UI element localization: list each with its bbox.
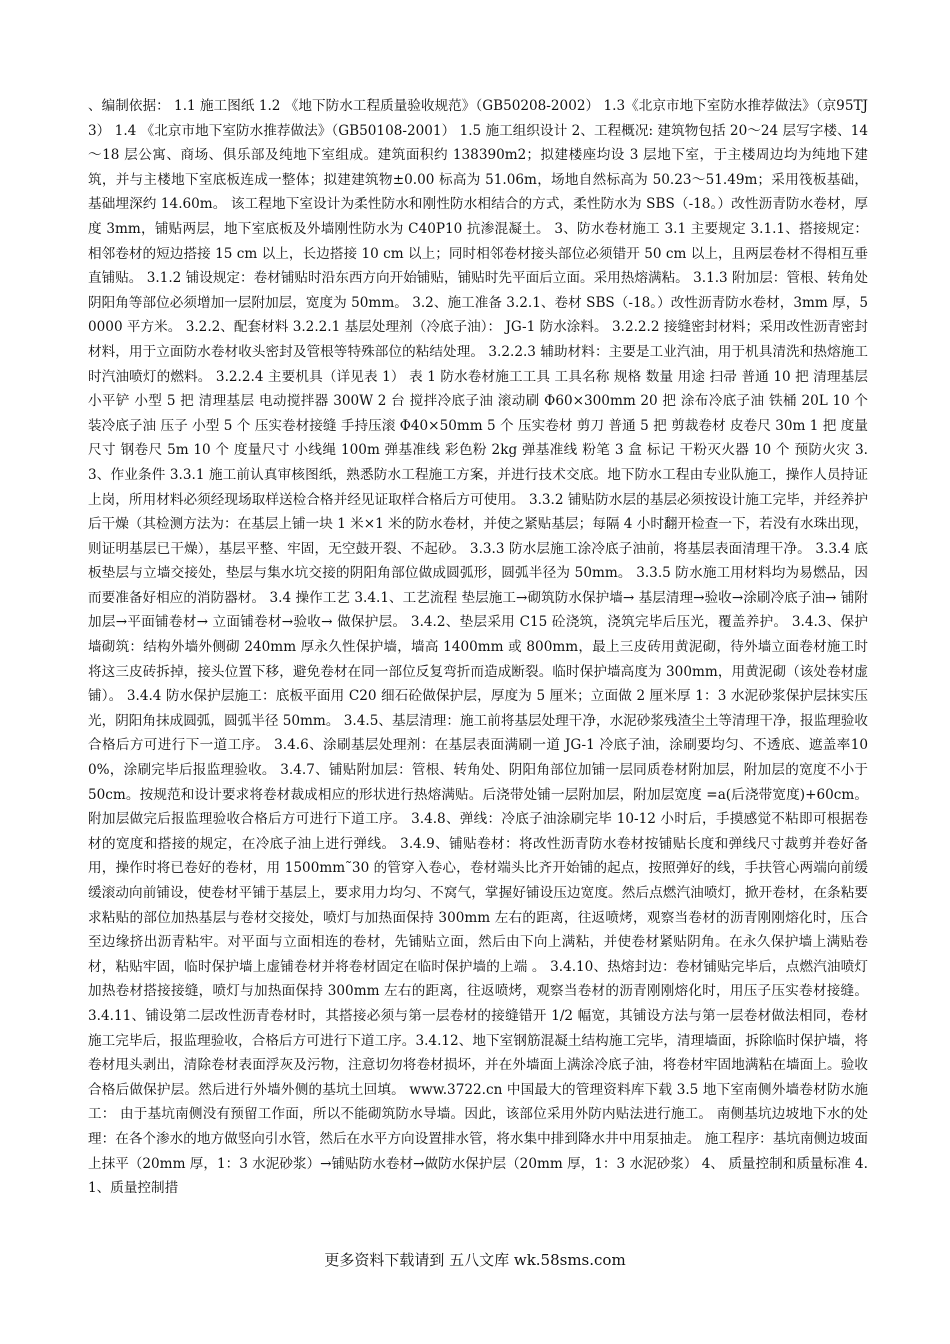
page-footer: 更多资料下载请到 五八文库 wk.58sms.com bbox=[324, 1251, 626, 1269]
document-page bbox=[88, 94, 868, 1201]
body-paragraph: 、编制依据： 1.1 施工图纸 1.2 《地下防水工程质量验收规范》（GB50208-2002） 1.3《北京市地下室防水推荐做法》（京95TJ3） 1.4 《北京市地下室防水推荐做法》（GB50108-2001） 1.5 施工组织设计 2、工程概况: 建筑物包括 20～24 层写字楼、14～18 层公寓、商场、俱乐部及纯地下室组成。建筑面积约 138390m2；拟建楼座均设 3 层地下室，于主楼周边均为纯地下建筑，并与主楼地下室底板连成一整体；拟建建筑物±0.00 标高为 51.06m，场地自然标高为 50.23～51.49m；采用筏板基础，基础埋深约 14.60m。 该工程地下室设计为柔性防水和刚性防水相结合的方式，柔性防水为 SBS（-18。）改性沥青防水卷材，厚度 3mm，铺贴两层，地下室底板及外墙刚性防水为 C40P10 抗渗混凝土。 3、防水卷材施工 3.1 主要规定 3.1.1、搭接规定：相邻卷材的短边搭接 15 cm 以上，长边搭接 10 cm 以上；同时相邻卷材接头部位必须错开 50 cm 以上，且两层卷材不得相互垂直铺贴。 3.1.2 铺设规定：卷材铺贴时沿东西方向开始铺贴，铺贴时先平面后立面。采用热熔满粘。 3.1.3 附加层：管根、转角处阴阳角等部位必须增加一层附加层，宽度为 50mm。 3.2、施工准备 3.2.1、卷材 SBS（-18。）改性沥青防水卷材，3mm 厚，50000 平方米。 3.2.2、配套材料 3.2.2.1 基层处理剂（冷底子油）： JG-1 防水涂料。 3.2.2.2 接缝密封材料；采用改性沥青密封材料，用于立面防水卷材收头密封及管根等特殊部位的粘结处理。 3.2.2.3 辅助材料：主要是工业汽油，用于机具清洗和热熔施工时汽油喷灯的燃料。 3.2.2.4 主要机具（详见表 1） 表 1 防水卷材施工工具 工具名称 规格 数量 用途 扫帚 普通 10 把 清理基层 小平铲 小型 5 把 清理基层 电动搅拌器 300W 2 台 搅拌冷底子油 滚动刷 Φ60×300mm 20 把 涂布冷底子油 铁桶 20L 10 个 装冷底子油 压子 小型 5 个 压实卷材接缝 手持压滚 Φ40×50mm 5 个 压实卷材 剪刀 普通 5 把 剪裁卷材 皮卷尺 30m 1 把 度量尺寸 钢卷尺 5m 10 个 度量尺寸 小线绳 100m 弹基准线 彩色粉 2kg 弹基准线 粉笔 3 盒 标记 干粉灭火器 10 个 预防火灾 3.3、作业条件 3.3.1 施工前认真审核图纸，熟悉防水工程施工方案，并进行技术交底。地下防水工程由专业队施工，操作人员持证上岗，所用材料必须经现场取样送检合格并经见证取样合格后方可使用。 3.3.2 铺贴防水层的基层必须按设计施工完毕，并经养护后干燥（其检测方法为：在基层上铺一块 1 米×1 米的防水卷材，并使之紧贴基层；每隔 4 小时翻开检查一下，若没有水珠出现，则证明基层已干燥），基层平整、牢固，无空鼓开裂、不起砂。 3.3.3 防水层施工涂冷底子油前，将基层表面清理干净。 3.3.4 底板垫层与立墙交接处，垫层与集水坑交接的阴阳角部位做成圆弧形，圆弧半径为 50mm。 3.3.5 防水施工用材料均为易燃品，因而要准备好相应的消防器材。 3.4 操作工艺 3.4.1、工艺流程 垫层施工→砌筑防水保护墙→ 基层清理→验收→涂刷冷底子油→ 铺附加层→平面铺卷材→ 立面铺卷材→验收→ 做保护层。 3.4.2、垫层采用 C15 砼浇筑，浇筑完毕后压光，覆盖养护。 3.4.3、保护墙砌筑：结构外墙外侧砌 240mm 厚永久性保护墙，墙高 1400mm 或 800mm，最上三皮砖用黄泥砌，待外墙立面卷材施工时将这三皮砖拆掉，接头位置下移，避免卷材在同一部位反复弯折而造成断裂。临时保护墙高度为 300mm，用黄泥砌（该处卷材虚铺）。 3.4.4 防水保护层施工：底板平面用 C20 细石砼做保护层，厚度为 5 厘米；立面做 2 厘米厚 1：3 水泥砂浆保护层抹实压光，阴阳角抹成圆弧，圆弧半径 50mm。 3.4.5、基层清理：施工前将基层处理干净，水泥砂浆残渣尘土等清理干净，报监理验收合格后方可进行下一道工序。 3.4.6、涂刷基层处理剂：在基层表面满刷一道 JG-1 冷底子油，涂刷要均匀、不透底、遮盖率100%，涂刷完毕后报监理验收。 3.4.7、铺贴附加层：管根、转角处、阴阳角部位加铺一层同质卷材附加层，附加层的宽度不小于 50cm。按规范和设计要求将卷材裁成相应的形状进行热熔满贴。后浇带处铺一层附加层，附加层宽度 =a(后浇带宽度)+60cm。附加层做完后报监理验收合格后方可进行下道工序。 3.4.8、弹线：冷底子油涂刷完毕 10-12 小时后，手摸感觉不粘即可根据卷材的宽度和搭接的规定，在冷底子油上进行弹线。 3.4.9、铺贴卷材：将改性沥青防水卷材按铺贴长度和弹线尺寸裁剪并卷好备用，操作时将已卷好的卷材，用 1500mm˜30 的管穿入卷心，卷材端头比齐开始铺的起点，按照弹好的线，手扶管心两端向前缓缓滚动向前铺设，使卷材平铺于基层上，要求用力均匀、不窝气，掌握好铺设压边宽度。然后点燃汽油喷灯，掀开卷材，在条粘要求粘贴的部位加热基层与卷材交接处，喷灯与加热面保持 300mm 左右的距离，往返喷烤，观察当卷材的沥青刚刚熔化时，压合至边缘挤出沥青粘牢。对平面与立面相连的卷材，先铺贴立面，然后由下向上满粘，并使卷材紧贴阴角。在永久保护墙上满贴卷材，粘贴牢固，临时保护墙上虚铺卷材并将卷材固定在临时保护墙的上端 。 3.4.10、热熔封边：卷材铺贴完毕后，点燃汽油喷灯加热卷材搭接接缝，喷灯与加热面保持 300mm 左右的距离，往返喷烤，观察当卷材的沥青刚刚熔化时，用压子压实卷材接缝。 3.4.11、铺设第二层改性沥青卷材时，其搭接必须与第一层卷材的接缝错开 1/2 幅宽，其铺设方法与第一层卷材做法相同，卷材施工完毕后，报监理验收，合格后方可进行下道工序。3.4.12、地下室钢筋混凝土结构施工完毕，清理墙面，拆除临时保护墙，将卷材甩头剥出，清除卷材表面浮灰及污物，注意切勿将卷材损坏，并在外墙面上满涂冷底子油，将卷材牢固地满粘在墙面上。验收合格后做保护层。然后进行外墙外侧的基坑土回填。 www.3722.cn 中国最大的管理资料库下载 3.5 地下室南侧外墙卷材防水施工： 由于基坑南侧没有预留工作面，所以不能砌筑防水导墙。因此，该部位采用外防内贴法进行施工。 南侧基坑边坡地下水的处理：在各个渗水的地方做竖向引水管，然后在水平方向设置排水管，将水集中排到降水井中用泵抽走。 施工程序：基坑南侧边坡面上抹平（20mm 厚，1：3 水泥砂浆）→铺贴防水卷材→做防水保护层（20mm 厚，1：3 水泥砂浆） 4、 质量控制和质量标准 4.1、质量控制措 bbox=[88, 98, 868, 1197]
